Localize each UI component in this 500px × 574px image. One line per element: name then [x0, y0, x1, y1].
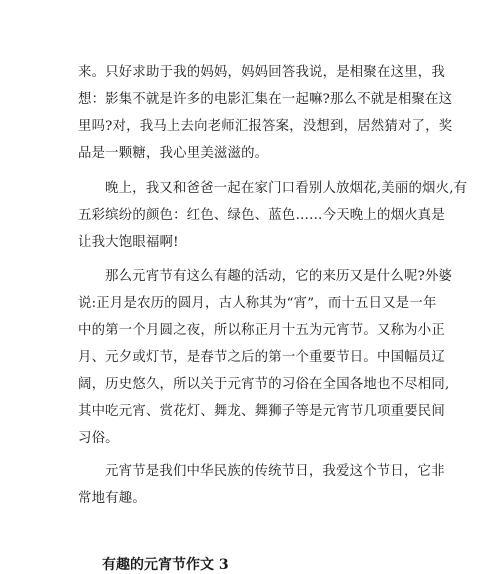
- section-heading: 有趣的元宵节作文 3: [102, 557, 229, 573]
- paragraph-line: 常地有趣。: [78, 491, 146, 506]
- paragraph-line: 那么元宵节有这么有趣的活动，它的来历又是什么呢?外婆: [105, 269, 453, 284]
- paragraph-line: 习俗。: [78, 431, 119, 446]
- paragraph-line: 晚上，我又和爸爸一起在家门口看别人放烟花,美丽的烟火,有: [105, 181, 468, 196]
- paragraph-line: 说:正月是农历的圆月，古人称其为“宵”，而十五日又是一年: [78, 296, 437, 311]
- paragraph-line: 来。只好求助于我的妈妈，妈妈回答我说，是相聚在这里，我: [78, 65, 445, 80]
- paragraph-line: 五彩缤纷的颜色：红色、绿色、蓝色……今天晚上的烟火真是: [78, 208, 445, 223]
- paragraph-line: 月、元夕或灯节，是春节之后的第一个重要节日。中国幅员辽: [78, 350, 445, 365]
- paragraph-line: 里吗?对，我马上去向老师汇报答案，没想到，居然猜对了，奖: [78, 119, 453, 134]
- paragraph-line: 阔，历史悠久，所以关于元宵节的习俗在全国各地也不尽相同,: [78, 377, 450, 392]
- paragraph-line: 中的第一个月圆之夜，所以称正月十五为元宵节。又称为小正: [78, 323, 445, 338]
- paragraph-line: 想：影集不就是许多的电影汇集在一起嘛?那么不就是相聚在这: [78, 92, 453, 107]
- paragraph-line: 品是一颗糖，我心里美滋滋的。: [78, 146, 269, 161]
- paragraph-line: 元宵节是我们中华民族的传统节日，我爱这个节日，它非: [105, 464, 445, 479]
- paragraph-line: 其中吃元宵、赏花灯、舞龙、舞狮子等是元宵节几项重要民间: [78, 404, 445, 419]
- paragraph-line: 让我大饱眼福啊!: [78, 235, 179, 250]
